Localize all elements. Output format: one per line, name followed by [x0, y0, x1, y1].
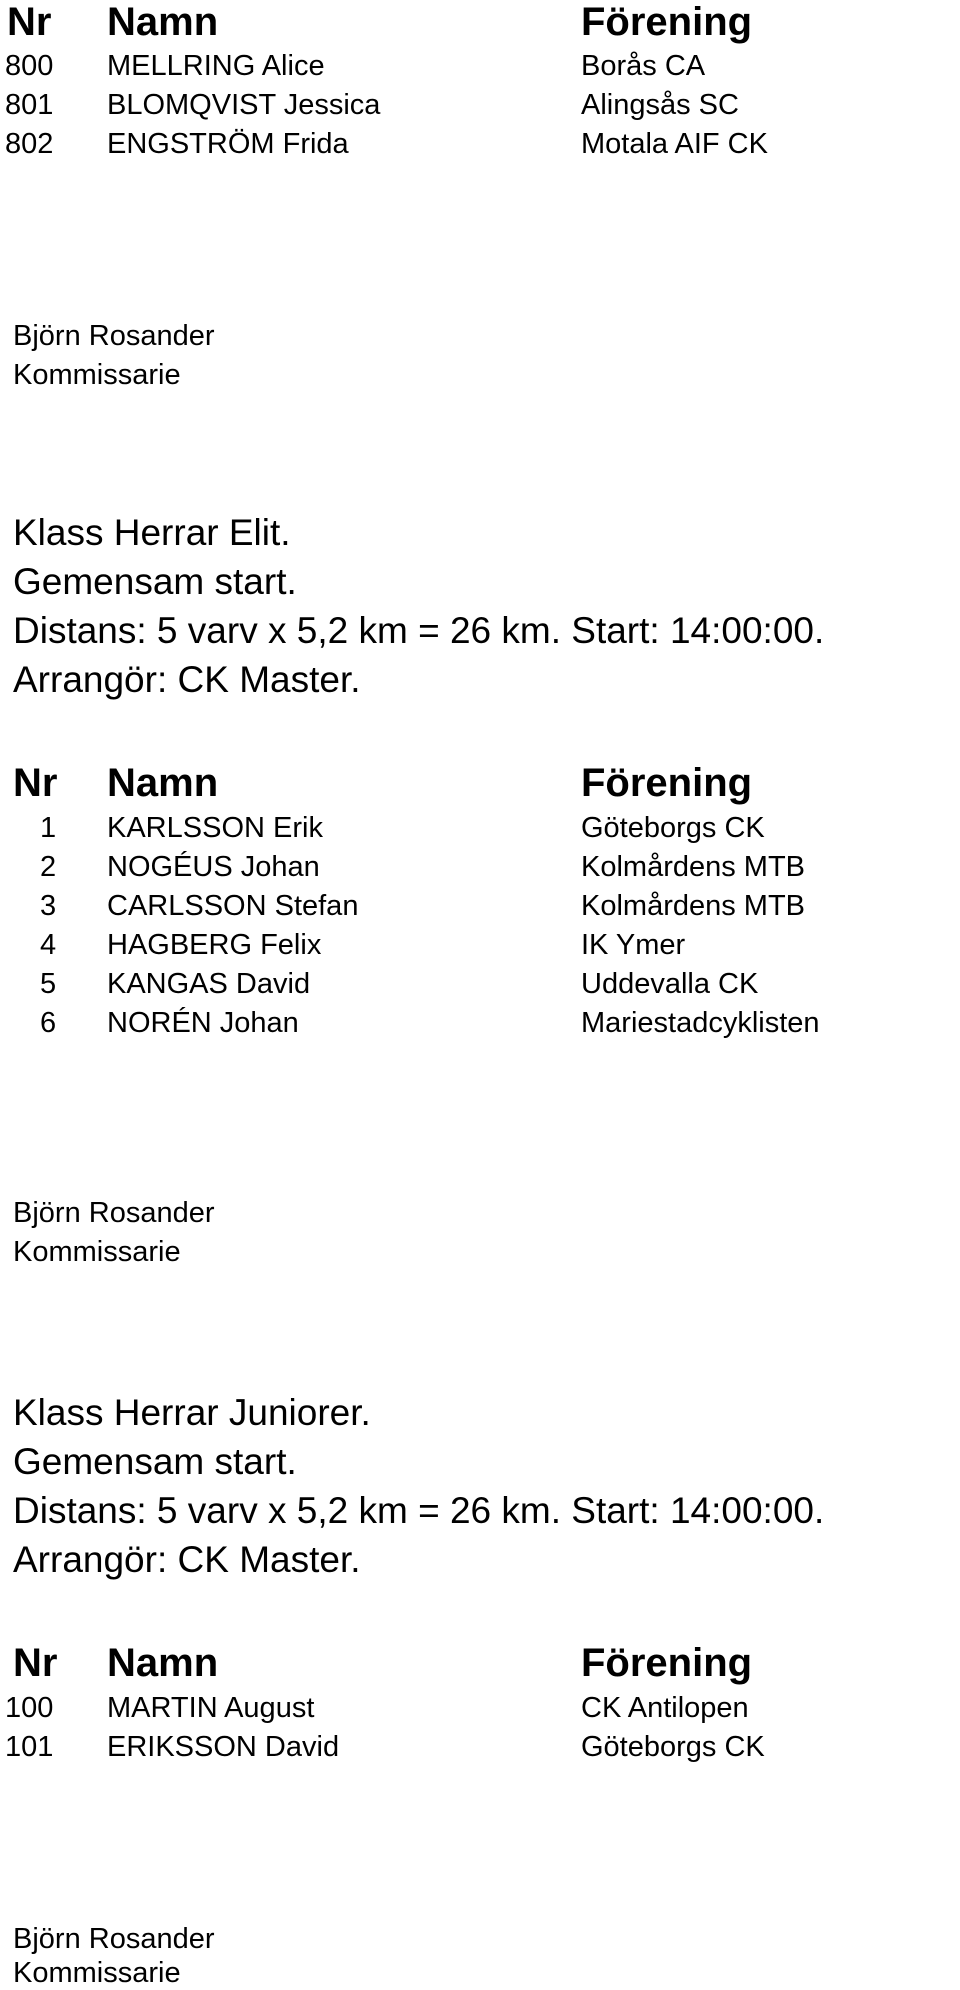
row-namn: ENGSTRÖM Frida — [107, 128, 349, 160]
row-namn: HAGBERG Felix — [107, 929, 322, 961]
row-nr: 3 — [40, 890, 57, 922]
start-type: Gemensam start. — [13, 561, 297, 602]
column-header-nr: Nr — [7, 0, 52, 44]
column-header-namn: Namn — [107, 0, 219, 44]
row-nr: 100 — [5, 1692, 54, 1724]
row-forening: IK Ymer — [581, 929, 686, 961]
row-namn: KARLSSON Erik — [107, 812, 323, 844]
commissioner-name: Björn Rosander — [13, 320, 215, 352]
row-forening: CK Antilopen — [581, 1692, 749, 1724]
row-namn: NOGÉUS Johan — [107, 851, 320, 883]
class-title: Klass Herrar Elit. — [13, 512, 291, 553]
column-header-namn: Namn — [107, 1641, 219, 1685]
row-namn: ERIKSSON David — [107, 1731, 340, 1763]
row-namn: KANGAS David — [107, 968, 311, 1000]
commissioner-role: Kommissarie — [13, 1957, 181, 1989]
row-forening: Alingsås SC — [581, 89, 739, 121]
row-forening: Kolmårdens MTB — [581, 851, 806, 883]
row-nr: 4 — [40, 929, 57, 961]
row-namn: NORÉN Johan — [107, 1007, 299, 1039]
row-forening: Göteborgs CK — [581, 812, 765, 844]
row-forening: Mariestadcyklisten — [581, 1007, 820, 1039]
row-nr: 801 — [5, 89, 54, 121]
distance-info: Distans: 5 varv x 5,2 km = 26 km. Start: 14:00:00. — [13, 1490, 825, 1531]
row-nr: 101 — [5, 1731, 54, 1763]
column-header-namn: Namn — [107, 761, 219, 805]
commissioner-name: Björn Rosander — [13, 1923, 215, 1955]
organizer-info: Arrangör: CK Master. — [13, 659, 361, 700]
start-type: Gemensam start. — [13, 1441, 297, 1482]
class-title: Klass Herrar Juniorer. — [13, 1392, 371, 1433]
distance-info: Distans: 5 varv x 5,2 km = 26 km. Start: 14:00:00. — [13, 610, 825, 651]
commissioner-role: Kommissarie — [13, 359, 181, 391]
row-nr: 802 — [5, 128, 54, 160]
row-namn: MELLRING Alice — [107, 50, 325, 82]
row-forening: Kolmårdens MTB — [581, 890, 806, 922]
column-header-forening: Förening — [581, 761, 753, 805]
row-nr: 800 — [5, 50, 54, 82]
row-nr: 5 — [40, 968, 57, 1000]
row-forening: Uddevalla CK — [581, 968, 759, 1000]
row-nr: 2 — [40, 851, 57, 883]
row-namn: CARLSSON Stefan — [107, 890, 359, 922]
organizer-info: Arrangör: CK Master. — [13, 1539, 361, 1580]
column-header-nr: Nr — [13, 761, 58, 805]
commissioner-name: Björn Rosander — [13, 1197, 215, 1229]
row-forening: Göteborgs CK — [581, 1731, 765, 1763]
column-header-nr: Nr — [13, 1641, 58, 1685]
row-forening: Motala AIF CK — [581, 128, 768, 160]
row-namn: BLOMQVIST Jessica — [107, 89, 381, 121]
row-forening: Borås CA — [581, 50, 706, 82]
row-nr: 6 — [40, 1007, 57, 1039]
commissioner-role: Kommissarie — [13, 1236, 181, 1268]
column-header-forening: Förening — [581, 0, 753, 44]
column-header-forening: Förening — [581, 1641, 753, 1685]
row-namn: MARTIN August — [107, 1692, 315, 1724]
row-nr: 1 — [40, 812, 57, 844]
